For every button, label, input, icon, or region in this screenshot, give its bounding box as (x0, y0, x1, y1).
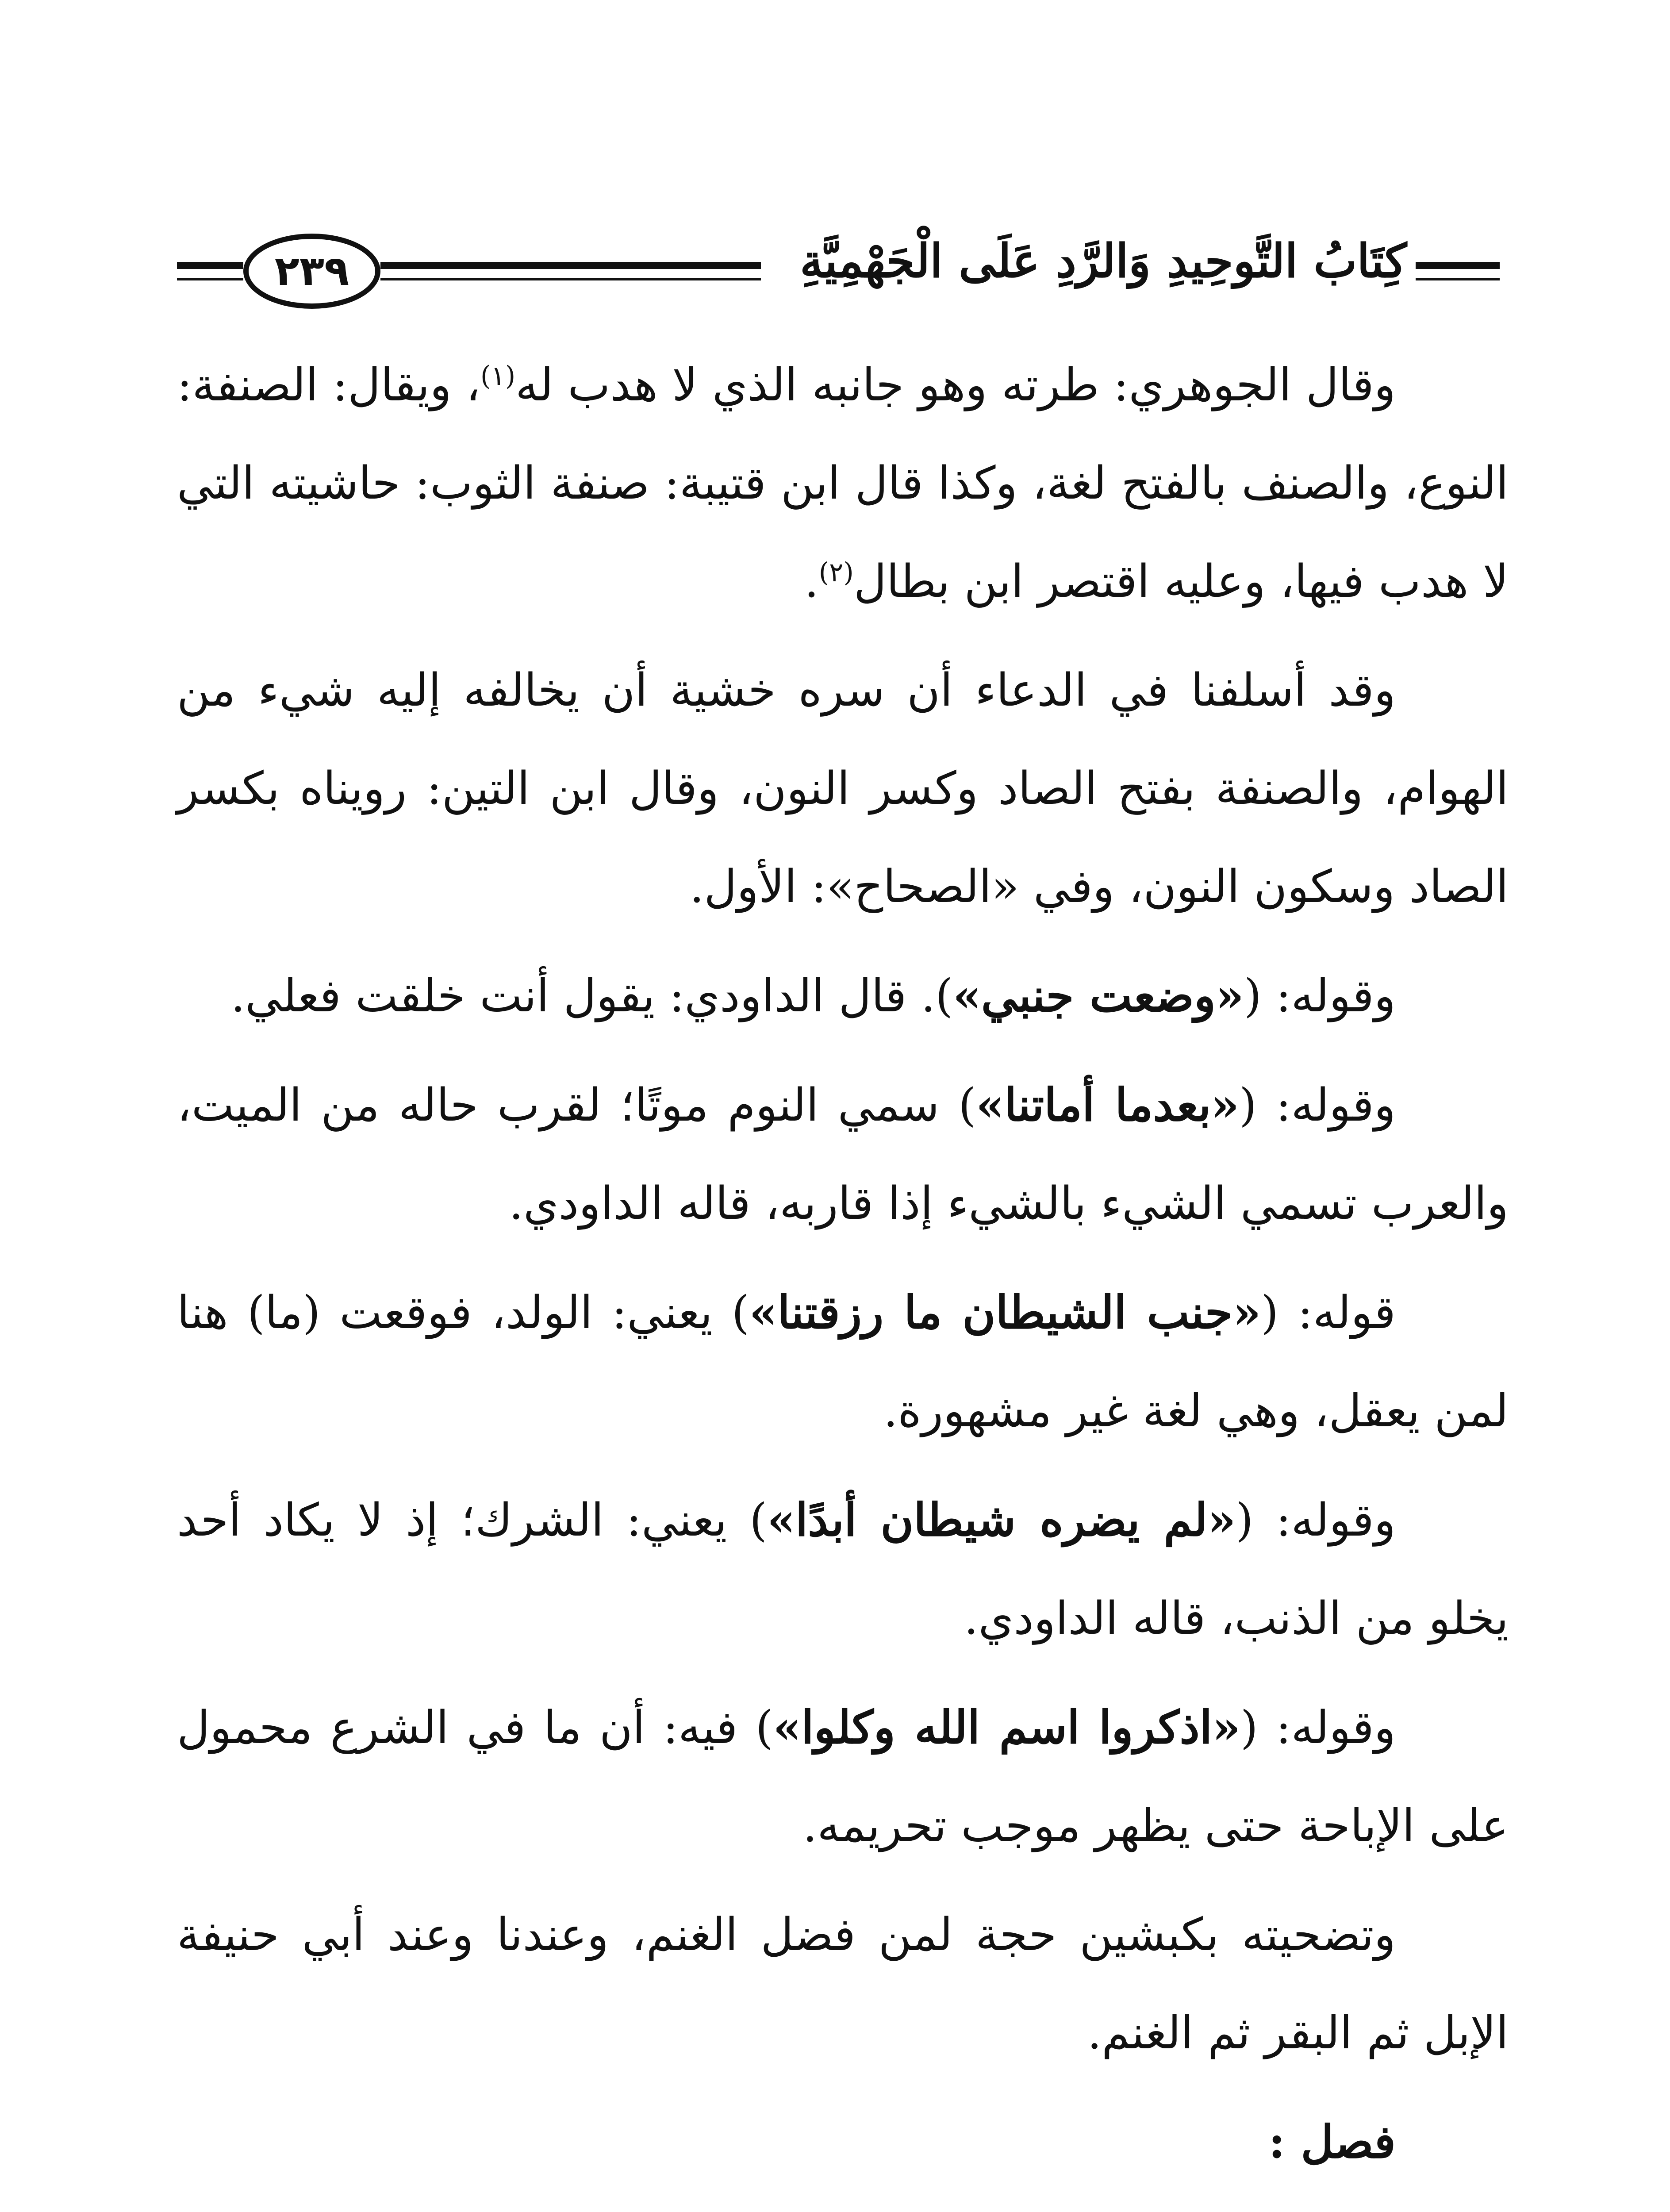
p6-text-a: وقوله: ( (1236, 1494, 1396, 1547)
paragraph-7 (177, 1678, 1509, 1875)
p1-text-c: . (804, 555, 819, 608)
page-number: ٢٣٩ (274, 247, 349, 295)
p6-quote: «لم يضره شيطان أبدًا» (767, 1494, 1236, 1547)
p3-text-a: وقوله: ( (1244, 970, 1396, 1022)
paragraph-4 (177, 1056, 1509, 1253)
p7-quote: «اذكروا اسم الله وكلوا» (773, 1701, 1240, 1754)
section-heading (177, 2093, 1509, 2191)
book-title: كِتَابُ التَّوحِيدِ وَالرَّدِ عَلَى الْجَهْمِيَّةِ (800, 234, 1407, 288)
paragraph-2: وقد أسلفنا في الدعاء أن سره خشية أن يخالفه إليه شيء من الهوام، والصنفة بفتح الصاد وكسر النون، وقال ابن التين: رويناه بكسر الصاد وسكون النون، وفي «الصحاح»: الأول. (177, 664, 1509, 913)
paragraph-3 (177, 947, 1509, 1045)
paragraph-1 (177, 336, 1509, 631)
section-heading-text: فصل (1301, 2116, 1396, 2169)
footnote-ref-1: (١) (480, 361, 516, 392)
p3-quote: «وضعت جنبي» (953, 969, 1244, 1022)
paragraph-6 (177, 1471, 1509, 1668)
p5-text-a: قوله: ( (1261, 1286, 1396, 1339)
header-rule-left-thin (177, 278, 243, 280)
header-rule-right-thin (1416, 278, 1500, 280)
header-rule-middle-thick (380, 262, 761, 269)
main-text (177, 336, 1509, 2212)
p5-quote: «جنب الشيطان ما رزقتنا» (749, 1286, 1261, 1339)
header-rule-left-thick (177, 262, 243, 269)
p4-text-a: وقوله: ( (1239, 1079, 1396, 1132)
paragraph-9 (177, 2196, 1509, 2212)
p1-text-a: وقال الجوهري: طرته وهو جانبه الذي لا هدب له (515, 359, 1396, 411)
p1-text-b: ، ويقال: الصنفة: النوع، والصنف بالفتح لغة، وكذا قال ابن قتيبة: صنفة الثوب: حاشيته التي لا هدب فيها، وعليه اقتصر ابن بطال (177, 359, 1509, 608)
paragraph-8: وتضحيته بكبشين حجة لمن فضل الغنم، وعندنا وعند أبي حنيفة الإبل ثم البقر ثم الغنم. (177, 1909, 1509, 2059)
paragraph-5 (177, 1263, 1509, 1460)
p6-text-c: ) يعني: الشرك؛ إذ لا يكاد أحد يخلو من الذنب، قاله الداودي. (177, 1494, 1509, 1645)
p5-text-c: ) يعني: الولد، فوقعت (ما) هنا لمن يعقل، وهي لغة غير مشهورة. (177, 1286, 1509, 1437)
page-number-badge (243, 234, 380, 309)
section-heading-colon: : (1268, 2116, 1286, 2169)
p7-text-c: ) فيه: أن ما في الشرع محمول على الإباحة حتى يظهر موجب تحريمه. (177, 1701, 1509, 1852)
header-rule-right-thick (1416, 262, 1500, 269)
p4-quote: «بعدما أماتنا» (976, 1079, 1240, 1132)
p4-text-c: ) سمي النوم موتًا؛ لقرب حاله من الميت، والعرب تسمي الشيء بالشيء إذا قاربه، قاله الداودي. (177, 1079, 1509, 1230)
running-header (177, 221, 1500, 323)
p3-text-c: ). قال الداودي: يقول أنت خلقت فعلي. (230, 970, 953, 1022)
header-rule-middle-thin (380, 278, 761, 280)
p7-text-a: وقوله: ( (1240, 1701, 1396, 1754)
footnote-ref-2: (٢) (818, 557, 854, 588)
